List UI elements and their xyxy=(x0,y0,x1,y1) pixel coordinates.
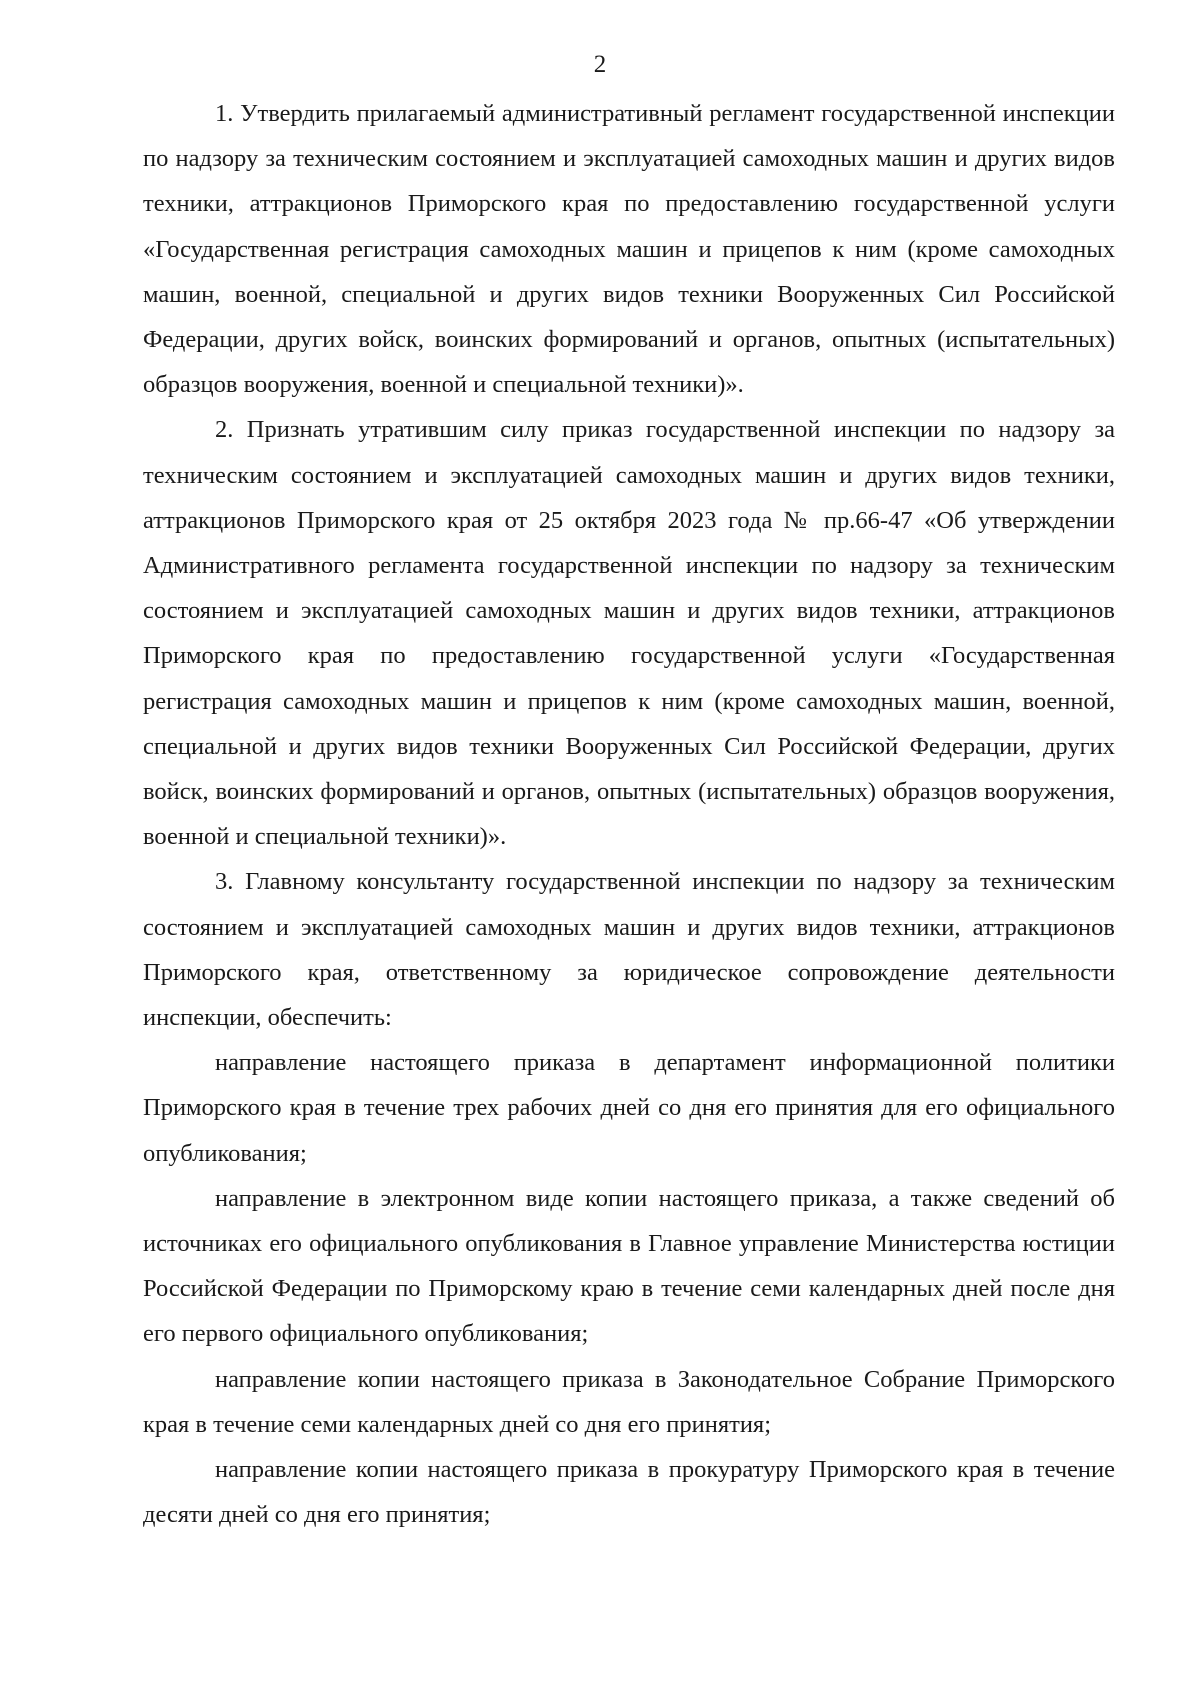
paragraph-3-item-2: направление в электронном виде копии настоящего приказа, а также сведений об источниках его официального опубликования в Главное управление Министерства юстиции Российской Федерации по Приморскому краю в течение семи календарных дней после дня его первого официального опубликования; xyxy=(143,1184,1115,1348)
paragraph-3: 3. Главному консультанту государственной инспекции по надзору за техническим состоянием и эксплуатацией самоходных машин и других видов техники, аттракционов Приморского края, ответственному за юридическое сопровождение деятельности инспекции, обеспечить: xyxy=(143,868,1115,1032)
paragraph-1: 1. Утвердить прилагаемый административный регламент государственной инспекции по надзору за техническим состоянием и эксплуатацией самоходных машин и других видов техники, аттракционов Приморского края по предоставлению государственной услуги «Государственная регистрация самоходных машин и прицепов к ним (кроме самоходных машин, военной, специальной и других видов техники Вооруженных Сил Российской Федерации, других войск, воинских формирований и органов, опытных (испытательных) образцов вооружения, военной и специальной техники)». xyxy=(143,100,1115,399)
paragraph-3-item-4: направление копии настоящего приказа в прокуратуру Приморского края в течение десяти дней со дня его принятия; xyxy=(143,1456,1115,1529)
paragraph-3-item-3: направление копии настоящего приказа в Законодательное Собрание Приморского края в течение семи календарных дней со дня его принятия; xyxy=(143,1365,1115,1438)
paragraph-3-item-1: направление настоящего приказа в департамент информационной политики Приморского края в течение трех рабочих дней со дня его принятия для его официального опубликования; xyxy=(143,1049,1115,1167)
document-body xyxy=(143,91,1115,1538)
paragraph-2: 2. Признать утратившим силу приказ государственной инспекции по надзору за техническим состоянием и эксплуатацией самоходных машин и других видов техники, аттракционов Приморского края от 25 октября 2023 года № пр.66-47 «Об утверждении Административного регламента государственной инспекции по надзору за техническим состоянием и эксплуатацией самоходных машин и других видов техники, аттракционов Приморского края по предоставлению государственной услуги «Государственная регистрация самоходных машин и прицепов к ним (кроме самоходных машин, военной, специальной и других видов техники Вооруженных Сил Российской Федерации, других войск, воинских формирований и органов, опытных (испытательных) образцов вооружения, военной и специальной техники)». xyxy=(143,416,1115,851)
page-number: 2 xyxy=(593,51,607,78)
